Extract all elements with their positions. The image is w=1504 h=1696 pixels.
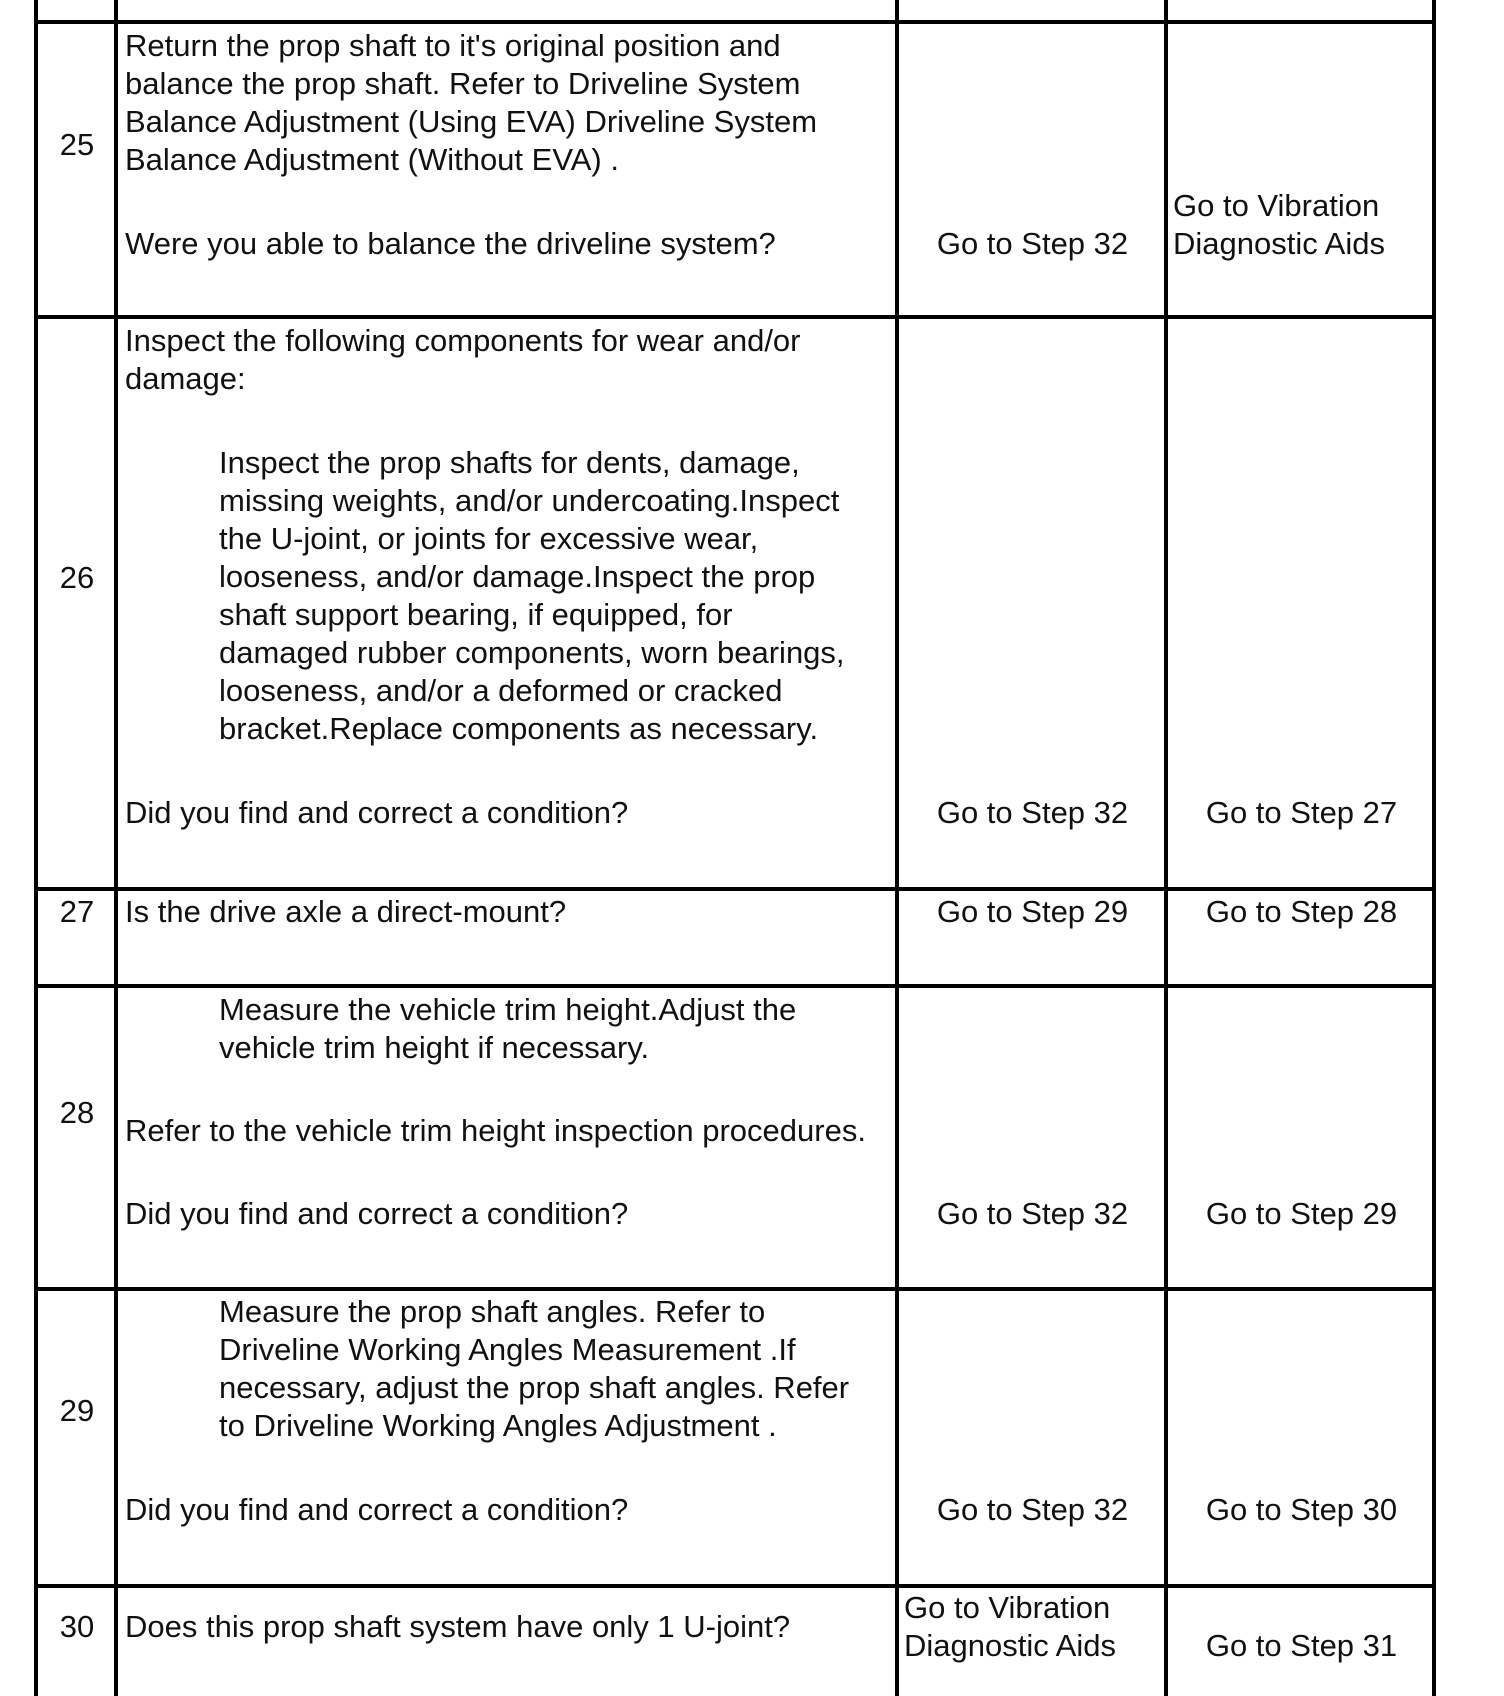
- yes-action: Go to Step 29: [936, 894, 1129, 929]
- yes-action: Go to Step 32: [936, 1492, 1129, 1527]
- no-action: Go to Step 31: [1205, 1628, 1398, 1663]
- step-text-line: Inspect the following components for wear and/or: [125, 323, 801, 358]
- no-action-line: Diagnostic Aids: [1173, 226, 1385, 261]
- row-divider: [34, 887, 1436, 891]
- step-text-indented: Driveline Working Angles Measurement .If: [219, 1332, 796, 1367]
- no-action: Go to Step 30: [1205, 1492, 1398, 1527]
- step-number: 27: [59, 894, 95, 929]
- yes-action-line: Go to Vibration: [904, 1590, 1111, 1625]
- column-divider-step: [114, 0, 118, 1696]
- step-text-indented: vehicle trim height if necessary.: [219, 1030, 650, 1065]
- step-text-line: Refer to the vehicle trim height inspection procedures.: [125, 1113, 866, 1148]
- step-text-indented: Measure the vehicle trim height.Adjust the: [219, 992, 797, 1027]
- no-action: Go to Step 28: [1205, 894, 1398, 929]
- row-divider: [34, 1287, 1436, 1291]
- step-text-indented: missing weights, and/or undercoating.Inspect: [219, 483, 840, 518]
- step-number: 28: [59, 1095, 95, 1130]
- yes-action-line: Diagnostic Aids: [904, 1628, 1116, 1663]
- step-text-indented: looseness, and/or damage.Inspect the prop: [219, 559, 816, 594]
- step-question: Did you find and correct a condition?: [125, 795, 629, 830]
- step-text-line: Balance Adjustment (Without EVA) .: [125, 142, 619, 177]
- step-text-indented: bracket.Replace components as necessary.: [219, 711, 819, 746]
- step-question: Is the drive axle a direct-mount?: [125, 894, 567, 929]
- row-divider: [34, 20, 1436, 24]
- step-number: 26: [59, 560, 95, 595]
- step-text-indented: to Driveline Working Angles Adjustment .: [219, 1408, 777, 1443]
- step-text-indented: the U-joint, or joints for excessive wear,: [219, 521, 759, 556]
- step-text-line: balance the prop shaft. Refer to Driveline System: [125, 66, 801, 101]
- step-text-indented: Measure the prop shaft angles. Refer to: [219, 1294, 766, 1329]
- row-divider: [34, 984, 1436, 988]
- step-question: Were you able to balance the driveline system?: [125, 226, 776, 261]
- step-question: Does this prop shaft system have only 1 U-joint?: [125, 1609, 791, 1644]
- step-text-line: damage:: [125, 361, 246, 396]
- step-text-line: Return the prop shaft to it's original position and: [125, 28, 781, 63]
- table-border-left: [34, 0, 38, 1696]
- no-action-line: Go to Vibration: [1173, 188, 1380, 223]
- step-text-indented: damaged rubber components, worn bearings,: [219, 635, 845, 670]
- step-question: Did you find and correct a condition?: [125, 1196, 629, 1231]
- step-text-indented: shaft support bearing, if equipped, for: [219, 597, 733, 632]
- step-number: 30: [59, 1609, 95, 1644]
- step-question: Did you find and correct a condition?: [125, 1492, 629, 1527]
- column-divider-yes: [895, 0, 899, 1696]
- step-number: 29: [59, 1393, 95, 1428]
- row-divider: [34, 315, 1436, 319]
- step-text-indented: Inspect the prop shafts for dents, damage,: [219, 445, 800, 480]
- step-number: 25: [59, 127, 95, 162]
- yes-action: Go to Step 32: [936, 795, 1129, 830]
- step-text-indented: necessary, adjust the prop shaft angles. Refer: [219, 1370, 850, 1405]
- no-action: Go to Step 29: [1205, 1196, 1398, 1231]
- yes-action: Go to Step 32: [936, 1196, 1129, 1231]
- row-divider: [34, 1584, 1436, 1588]
- step-text-indented: looseness, and/or a deformed or cracked: [219, 673, 783, 708]
- step-text-line: Balance Adjustment (Using EVA) Driveline System: [125, 104, 818, 139]
- no-action: Go to Step 27: [1205, 795, 1398, 830]
- yes-action: Go to Step 32: [936, 226, 1129, 261]
